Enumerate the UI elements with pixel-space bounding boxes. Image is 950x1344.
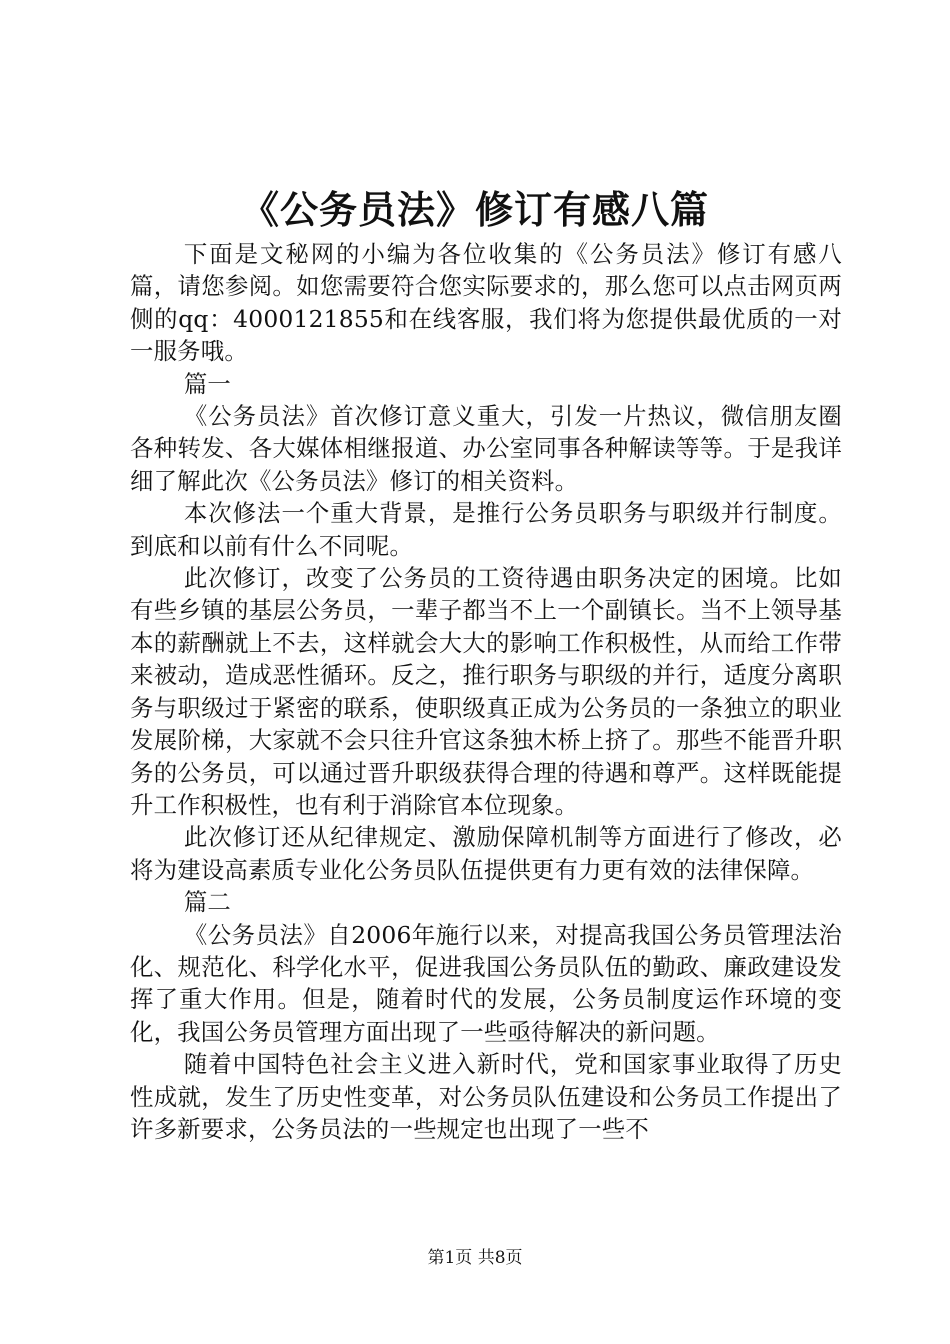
page-title: 《公务员法》修订有感八篇	[240, 187, 709, 232]
body-paragraph: 此次修订，改变了公务员的工资待遇由职务决定的困境。比如有些乡镇的基层公务员，一辈子都当不上一个副镇长。当不上领导基本的薪酬就上不去，这样就会大大的影响工作积极性，从而给工作带来被动，造成恶性循环。反之，推行职务与职级的并行，适度分离职务与职级过于紧密的联系，使职级真正成为公务员的一条独立的职业发展阶梯，大家就不会只往升官这条独木桥上挤了。那些不能晋升职务的公务员，可以通过晋升职级获得合理的待遇和尊严。这样既能提升工作积极性，也有利于消除官本位现象。	[130, 564, 842, 819]
document-body	[130, 238, 842, 1145]
section-heading-2: 篇二	[183, 888, 231, 917]
intro-paragraph: 下面是文秘网的小编为各位收集的《公务员法》修订有感八篇，请您参阅。如您需要符合您实际要求的，那么您可以点击网页两侧的qq：4000121855和在线客服，我们将为您提供最优质的一对一服务哦。	[130, 240, 842, 366]
body-paragraph: 随着中国特色社会主义进入新时代，党和国家事业取得了历史性成就，发生了历史性变革，对公务员队伍建设和公务员工作提出了许多新要求，公务员法的一些规定也出现了一些不	[130, 1050, 842, 1143]
body-paragraph: 此次修订还从纪律规定、激励保障机制等方面进行了修改，必将为建设高素质专业化公务员队伍提供更有力更有效的法律保障。	[130, 823, 842, 884]
body-paragraph: 《公务员法》自2006年施行以来，对提高我国公务员管理法治化、规范化、科学化水平，促进我国公务员队伍的勤政、廉政建设发挥了重大作用。但是，随着时代的发展，公务员制度运作环境的变化，我国公务员管理方面出现了一些亟待解决的新问题。	[130, 920, 842, 1046]
body-paragraph: 本次修法一个重大背景，是推行公务员职务与职级并行制度。到底和以前有什么不同呢。	[130, 499, 842, 560]
page-footer: 第1页 共8页	[427, 1248, 523, 1268]
section-heading-1: 篇一	[183, 369, 231, 398]
body-paragraph: 《公务员法》首次修订意义重大，引发一片热议，微信朋友圈各种转发、各大媒体相继报道、办公室同事各种解读等等。于是我详细了解此次《公务员法》修订的相关资料。	[130, 402, 842, 495]
